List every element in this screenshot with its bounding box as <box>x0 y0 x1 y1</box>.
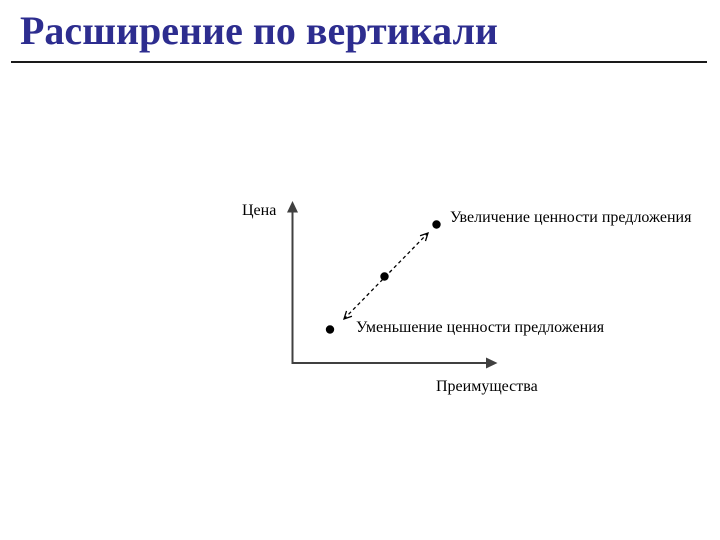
y-axis-label: Цена <box>242 202 277 219</box>
y-axis-arrowhead-icon <box>287 201 298 213</box>
point-low <box>326 325 334 333</box>
point-high <box>432 220 440 228</box>
increase-value-annotation: Увеличение ценности предложения <box>450 209 692 226</box>
x-axis-label: Преимущества <box>436 378 538 395</box>
x-axis-arrowhead-icon <box>486 358 498 369</box>
decrease-value-annotation: Уменьшение ценности предложения <box>356 319 605 336</box>
slide-title: Расширение по вертикали <box>20 8 498 53</box>
point-mid <box>380 272 388 280</box>
